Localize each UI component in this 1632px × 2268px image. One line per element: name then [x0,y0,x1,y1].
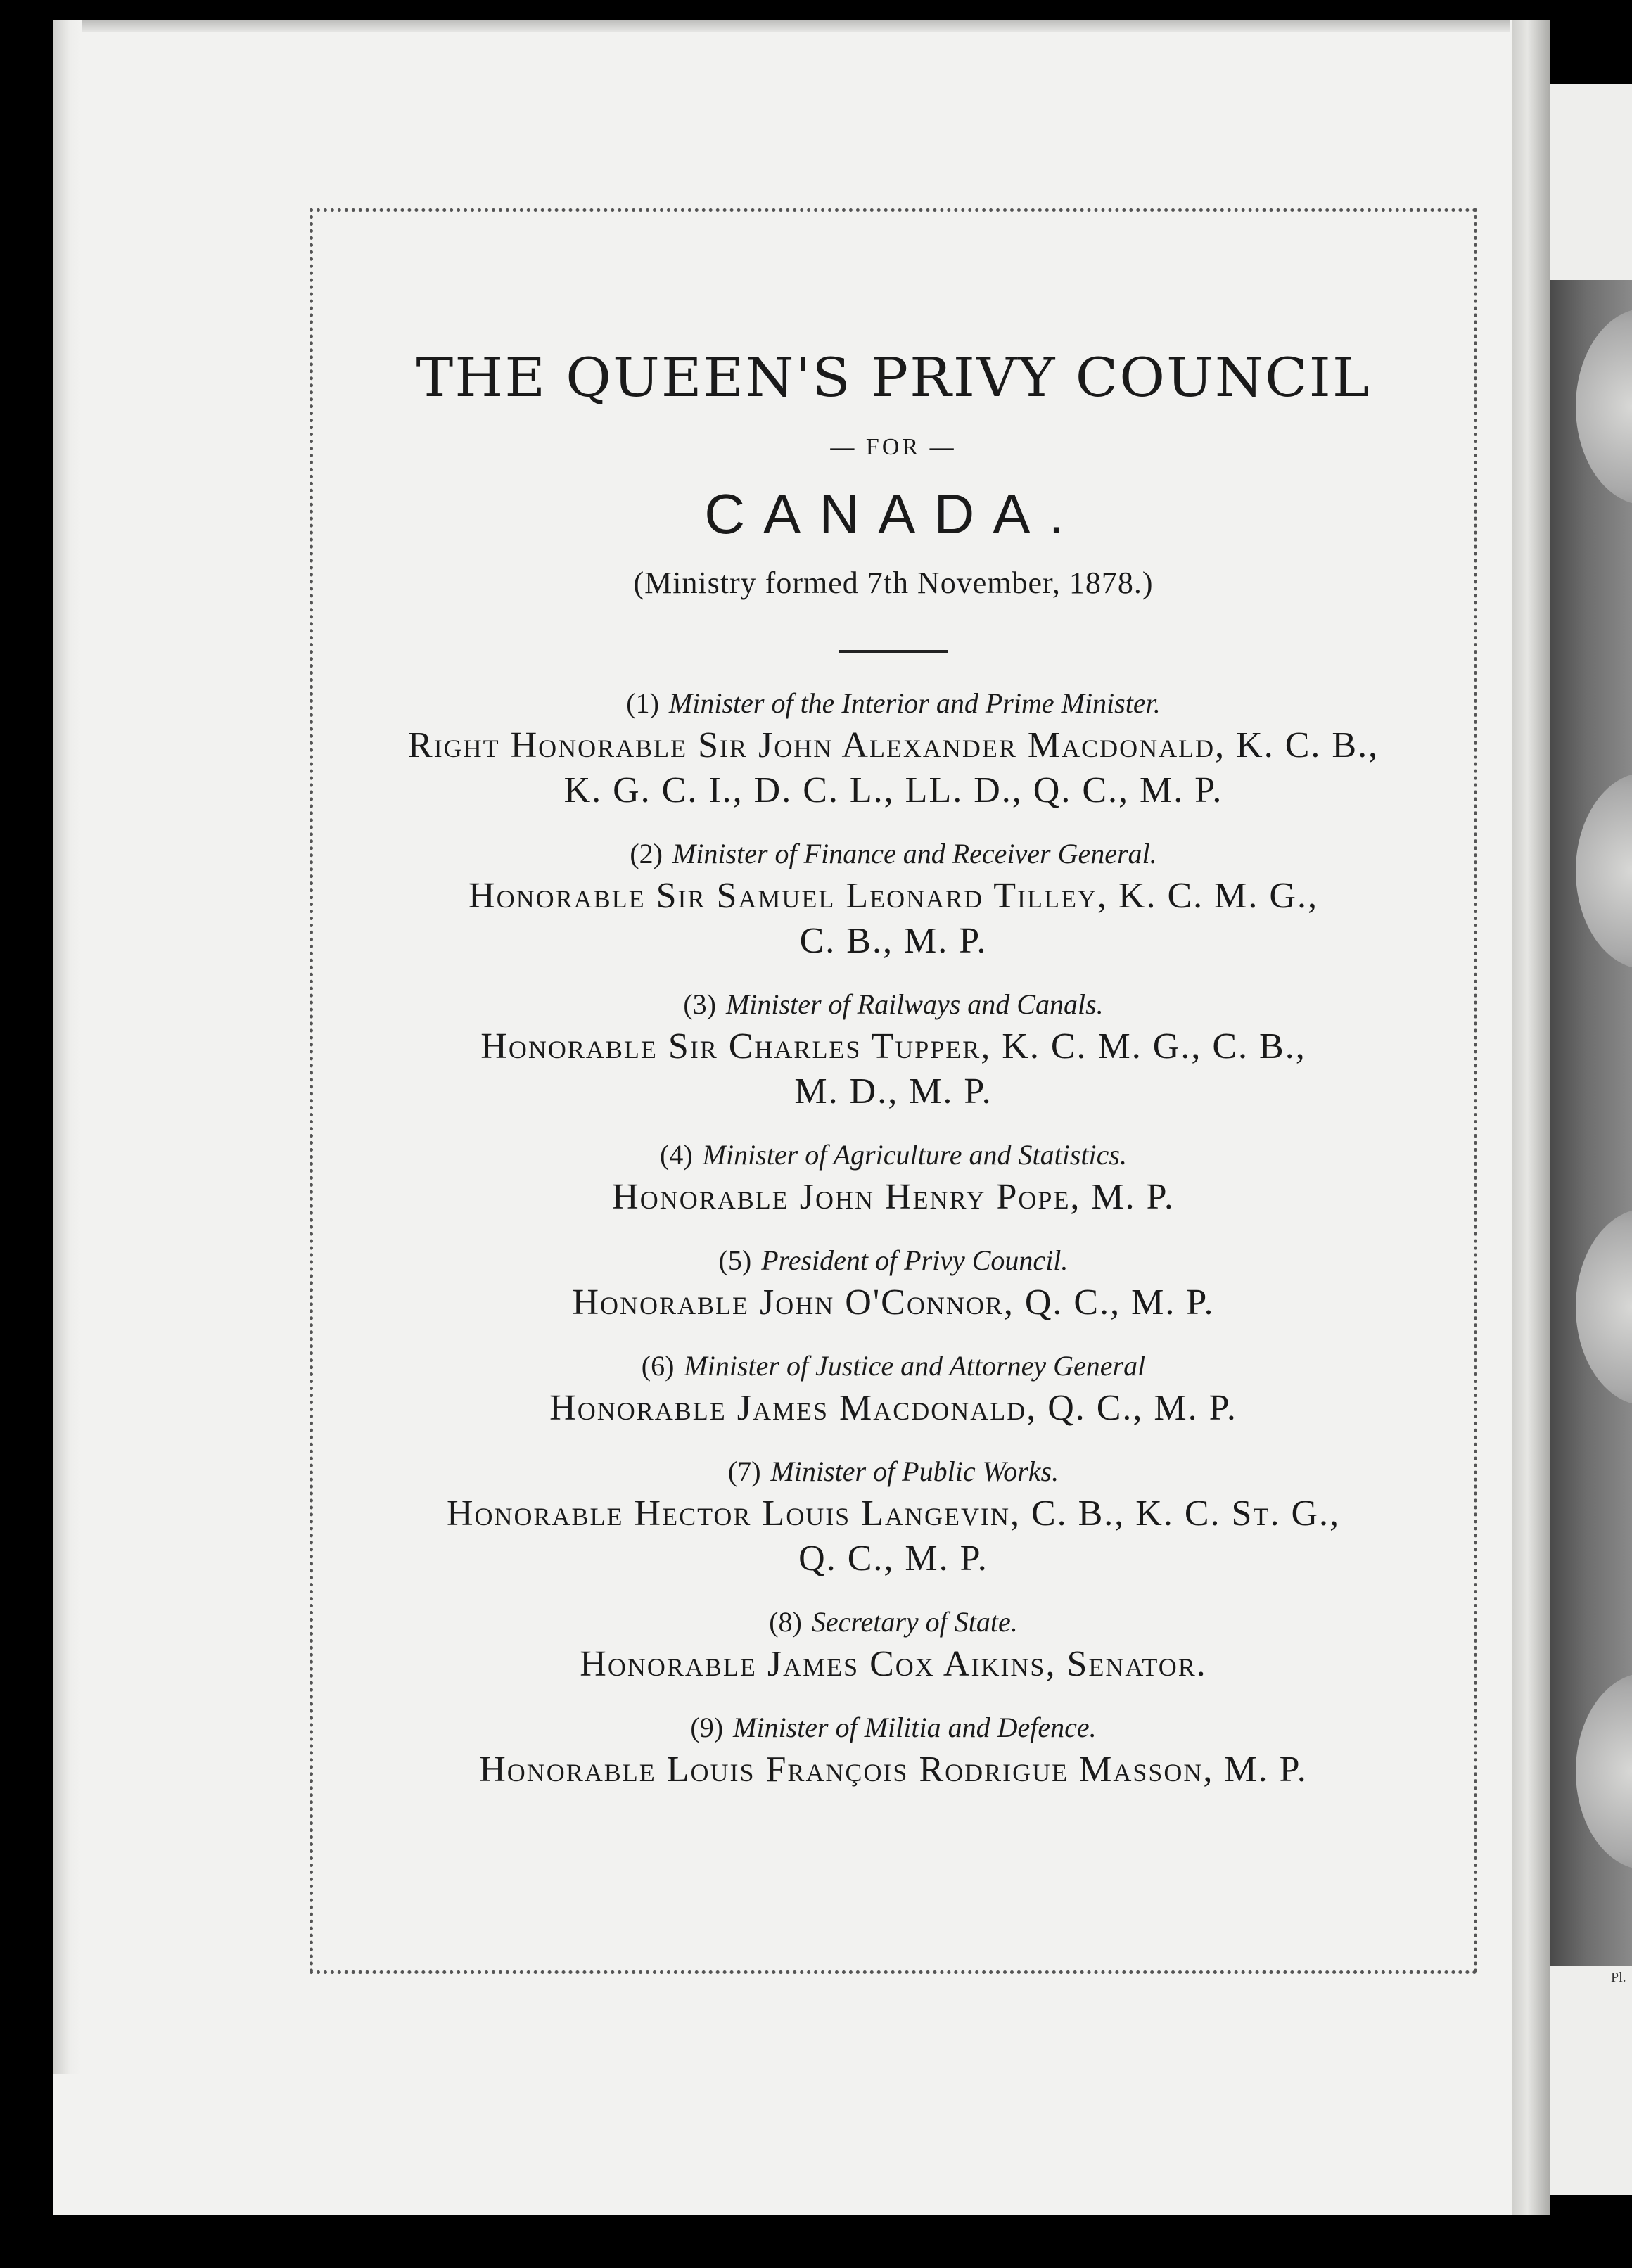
minister-entry [310,834,1477,964]
office-holder: Honorable John Henry Pope, M. P. [612,1177,1175,1217]
office-name: Minister of Militia and Defence. [733,1712,1097,1743]
office-holder: Honorable James Macdonald, Q. C., M. P. [549,1388,1237,1428]
office-name: Secretary of State. [811,1606,1018,1638]
minister-entry [310,1135,1477,1220]
document-title: THE QUEEN'S PRIVY COUNCIL [416,346,1371,409]
office-title [310,1603,1477,1642]
country-heading: CANADA. [704,483,1083,545]
minister-entry [310,1241,1477,1325]
ministry-formed-date: (Ministry formed 7th November, 1878.) [633,566,1154,600]
entry-number: (6) [641,1350,675,1382]
office-title [310,1452,1477,1491]
entry-number: (3) [683,988,716,1020]
office-holder: Honorable James Cox Aikins, Senator. [580,1644,1207,1684]
entry-number: (8) [769,1606,802,1638]
facing-plate-image [1550,280,1632,1966]
office-holder-continued: Q. C., M. P. [798,1538,988,1579]
office-title [310,1241,1477,1280]
office-title [310,985,1477,1024]
office-holder-continued: C. B., M. P. [799,921,988,961]
entry-number: (1) [626,687,659,719]
entry-number: (5) [718,1244,752,1276]
page-edge [53,20,82,2074]
office-title [310,684,1477,723]
office-holder-continued: K. G. C. I., D. C. L., LL. D., Q. C., M. P. [563,770,1223,810]
minister-entry [310,1346,1477,1431]
coin-image [1576,772,1632,969]
office-holder: Honorable Louis François Rodrigue Masson, M. P. [479,1750,1308,1790]
entry-number: (7) [727,1455,761,1487]
book-spine [1512,20,1550,2215]
office-holder: Honorable Hector Louis Langevin, C. B., K. C. St. G., [446,1493,1341,1534]
entry-number: (9) [690,1712,724,1743]
office-holder: Honorable Sir Charles Tupper, K. C. M. G., C. B., [480,1026,1306,1066]
minister-entry [310,1452,1477,1581]
minister-entry [310,1708,1477,1792]
entry-number: (2) [630,838,663,869]
minister-entry [310,1603,1477,1687]
office-name: Minister of Public Works. [770,1455,1059,1487]
document-content [310,208,1477,1792]
minister-entry [310,985,1477,1114]
subtitle-for: — FOR — [830,434,957,460]
office-title [310,1135,1477,1175]
office-holder: Honorable Sir Samuel Leonard Tilley, K. C. M. G., [468,876,1318,916]
office-holder: Right Honorable Sir John Alexander Macdonald, K. C. B., [407,725,1379,765]
office-name: Minister of Agriculture and Statistics. [702,1139,1127,1171]
office-name: Minister of Justice and Attorney General [684,1350,1146,1382]
entry-number: (4) [660,1139,693,1171]
coin-image [1576,308,1632,505]
office-title [310,1708,1477,1747]
office-title [310,834,1477,874]
coin-image [1576,1673,1632,1870]
office-name: Minister of Railways and Canals. [725,988,1104,1020]
office-name: President of Privy Council. [761,1244,1069,1276]
page-top-edge [82,20,1510,32]
plate-caption: Pl. [1611,1970,1626,1985]
coin-image [1576,1209,1632,1406]
divider-rule [839,650,948,653]
office-holder: Honorable John O'Connor, Q. C., M. P. [572,1282,1215,1323]
office-name: Minister of Finance and Receiver General. [672,838,1157,869]
office-name: Minister of the Interior and Prime Minister. [668,687,1161,719]
office-holder-continued: M. D., M. P. [794,1071,993,1111]
minister-entry [310,684,1477,813]
office-title [310,1346,1477,1386]
